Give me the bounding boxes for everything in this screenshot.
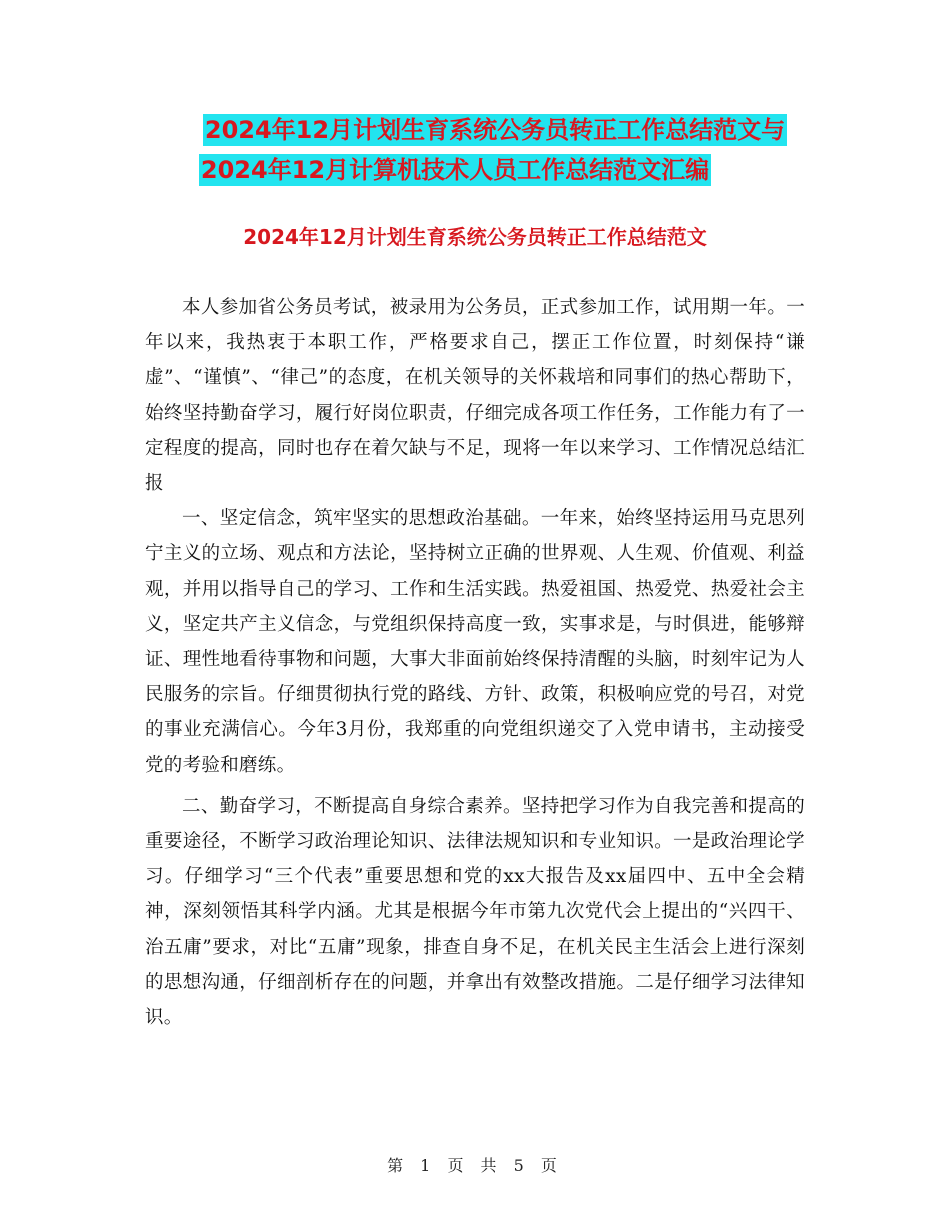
document-title-line-2 xyxy=(0,150,950,190)
document-title-line-1 xyxy=(40,110,950,150)
paragraph-intro: 本人参加省公务员考试，被录用为公务员，正式参加工作，试用期一年。一年以来，我热衷于本职工作，严格要求自己，摆正工作位置，时刻保持“谦虚”、“谨慎”、“律己”的态度，在机关领导的关怀栽培和同事们的热心帮助下，始终坚持勤奋学习，履行好岗位职责，仔细完成各项工作任务，工作能力有了一定程度的提高，同时也存在着欠缺与不足，现将一年以来学习、工作情况总结汇报 xyxy=(145,297,805,495)
title-highlight: 2024年12月计划生育系统公务员转正工作总结范文与 xyxy=(204,116,786,144)
document-title xyxy=(0,110,950,190)
page-footer: 第 1 页 共 5 页 xyxy=(387,1156,563,1175)
paragraph-section-2: 二、勤奋学习，不断提高自身综合素养。坚持把学习作为自我完善和提高的重要途径，不断学习政治理论知识、法律法规知识和专业知识。一是政治理论学习。仔细学习“三个代表”重要思想和党的xx大报告及xx届四中、五中全会精神，深刻领悟其科学内涵。尤其是根据今年市第九次党代会上提出的“兴四干、治五庸”要求，对比“五庸”现象，排查自身不足，在机关民主生活会上进行深刻的思想沟通，仔细剖析存在的问题，并拿出有效整改措施。二是仔细学习法律知识。 xyxy=(145,795,805,1029)
body-text xyxy=(145,290,805,1035)
section-title: 2024年12月计划生育系统公务员转正工作总结范文 xyxy=(243,225,707,249)
paragraph-section-1: 一、坚定信念，筑牢坚实的思想政治基础。一年来，始终坚持运用马克思列宁主义的立场、观点和方法论，坚持树立正确的世界观、人生观、价值观、利益观，并用以指导自己的学习、工作和生活实践。热爱祖国、热爱党、热爱社会主义，坚定共产主义信念，与党组织保持高度一致，实事求是，与时俱进，能够辩证、理性地看待事物和问题，大事大非面前始终保持清醒的头脑，时刻牢记为人民服务的宗旨。仔细贯彻执行党的路线、方针、政策，积极响应党的号召，对党的事业充满信心。今年3月份，我郑重的向党组织递交了入党申请书，主动接受党的考验和磨练。 xyxy=(145,508,805,776)
title-highlight: 2024年12月计算机技术人员工作总结范文汇编 xyxy=(200,156,710,184)
